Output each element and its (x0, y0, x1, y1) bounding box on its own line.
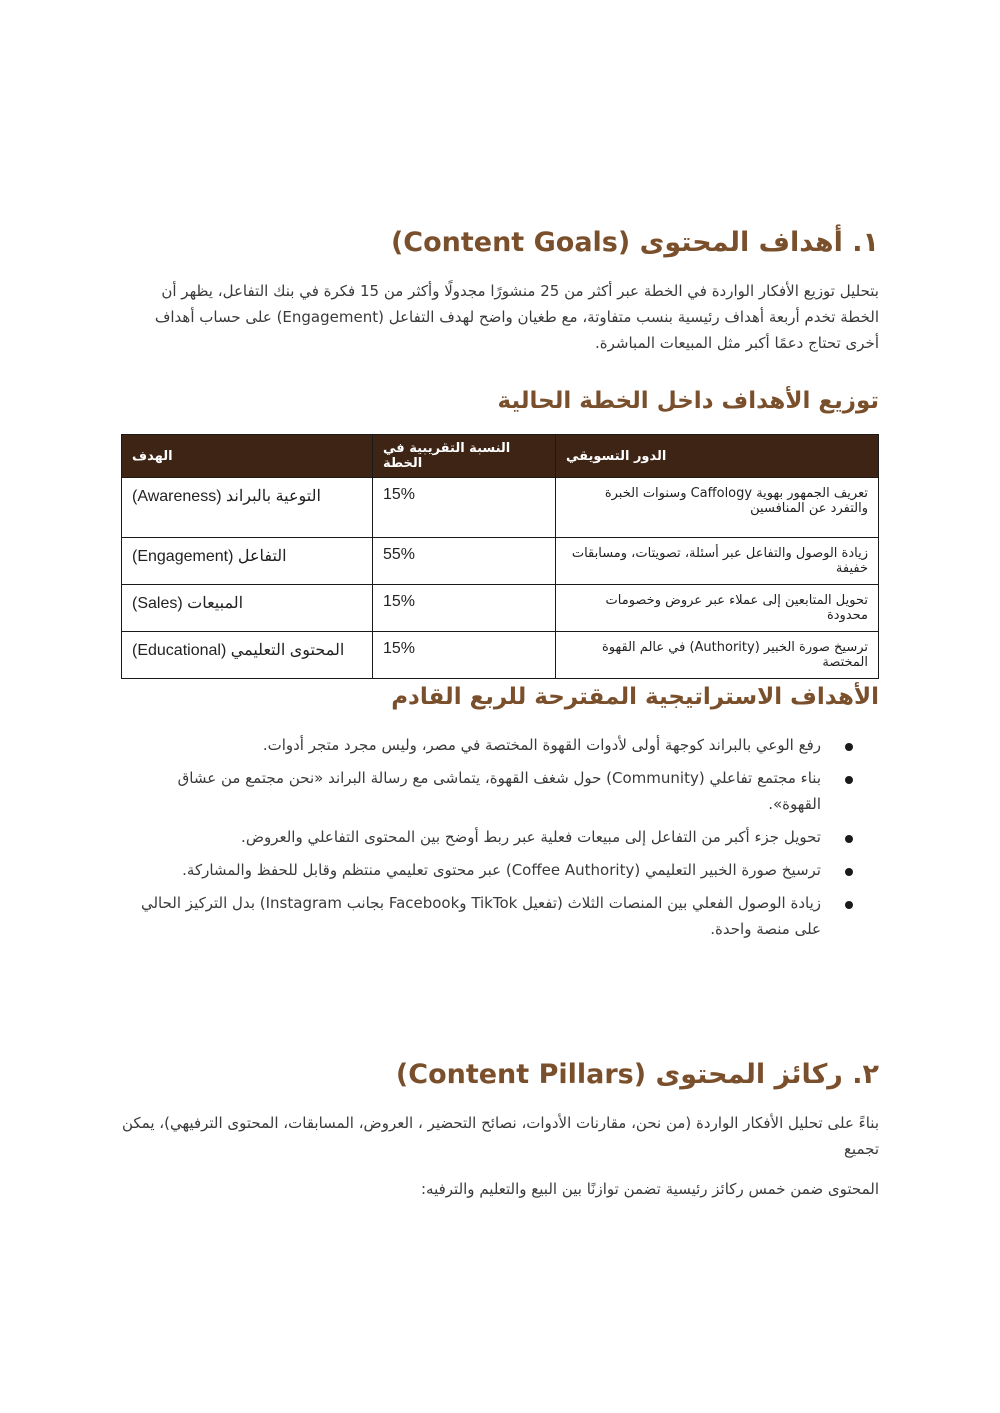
section-2-intro-line-1: بناءً على تحليل الأفكار الواردة (من نحن، مقارنات الأدوات، نصائح التحضير ، العروض، المسابقات، المحتوى الترفيهي)، يمكن تجميع (121, 1114, 879, 1158)
bullet-icon (845, 776, 853, 784)
strategic-goals-heading: الأهداف الاستراتيجية المقترحة للربع القادم (391, 684, 879, 710)
header-percent: النسبة التقريبية في الخطة (373, 435, 556, 478)
row-role: تعريف الجمهور بهوية Caffology وسنوات الخبرة والتفرد عن المنافسين (556, 478, 879, 538)
bullet-icon (845, 835, 853, 843)
list-item (121, 765, 849, 817)
header-role: الدور التسويقي (556, 435, 879, 478)
row-role: تحويل المتابعين إلى عملاء عبر عروض وخصومات محدودة (556, 585, 879, 632)
row-goal: التفاعل (Engagement) (122, 538, 373, 585)
row-goal: المحتوى التعليمي (Educational) (122, 632, 373, 679)
row-percent: 15% (373, 478, 556, 538)
list-item (121, 732, 849, 758)
list-item-text: رفع الوعي بالبراند كوجهة أولى لأدوات القهوة المختصة في مصر، وليس مجرد متجر أدوات. (262, 736, 821, 754)
list-item (121, 824, 849, 850)
goals-distribution-heading: توزيع الأهداف داخل الخطة الحالية (497, 388, 879, 414)
list-item-text: ترسيخ صورة الخبير التعليمي (Coffee Authority) عبر محتوى تعليمي منتظم وقابل للحفظ والمشاركة. (182, 861, 821, 879)
strategic-goals-list (121, 732, 849, 949)
header-goal: الهدف (122, 435, 373, 478)
list-item-text: بناء مجتمع تفاعلي (Community) حول شغف القهوة، يتماشى مع رسالة البراند «نحن مجتمع من عشاق القهوة». (177, 769, 821, 813)
list-item-text: تحويل جزء أكبر من التفاعل إلى مبيعات فعلية عبر ربط أوضح بين المحتوى التفاعلي والعروض. (241, 828, 821, 846)
section-1-title: ١. أهداف المحتوى (Content Goals) (390, 227, 879, 258)
list-item (121, 890, 849, 942)
document-page (121, 0, 879, 1413)
bullet-icon (845, 868, 853, 876)
goals-distribution-table (121, 434, 879, 679)
section-1-intro: بتحليل توزيع الأفكار الواردة في الخطة عبر أكثر من 25 منشورًا مجدولًا وأكثر من 15 فكرة في بنك التفاعل، يظهر أن الخطة تخدم أربعة أهداف رئيسية بنسب متفاوتة، مع طغيان واضح لهدف التفاعل (Engagement) على حساب أهداف أخرى تحتاج دعمًا أكبر مثل المبيعات المباشرة. (154, 282, 879, 352)
row-goal: المبيعات (Sales) (122, 585, 373, 632)
row-percent: 15% (373, 585, 556, 632)
row-role: زيادة الوصول والتفاعل عبر أسئلة، تصويتات، ومسابقات خفيفة (556, 538, 879, 585)
section-2-intro (121, 1110, 879, 1162)
row-goal: التوعية بالبراند (Awareness) (122, 478, 373, 538)
bullet-icon (845, 901, 853, 909)
table-row (122, 538, 879, 585)
section-2-intro-line-2: المحتوى ضمن خمس ركائز رئيسية تضمن توازنًا بين البيع والتعليم والترفيه: (420, 1180, 879, 1198)
row-percent: 55% (373, 538, 556, 585)
section-2-intro-continued (121, 1176, 879, 1202)
section-2-title: ٢. ركائز المحتوى (Content Pillars) (395, 1059, 879, 1090)
row-percent: 15% (373, 632, 556, 679)
table-row (122, 632, 879, 679)
row-role: ترسيخ صورة الخبير (Authority) في عالم القهوة المختصة (556, 632, 879, 679)
table-row (122, 478, 879, 538)
table-row (122, 585, 879, 632)
list-item-text: زيادة الوصول الفعلي بين المنصات الثلاث (تفعيل TikTok وFacebook بجانب Instagram) بدل التركيز الحالي على منصة واحدة. (140, 894, 821, 938)
list-item (121, 857, 849, 883)
bullet-icon (845, 743, 853, 751)
table-header-row (122, 435, 879, 478)
